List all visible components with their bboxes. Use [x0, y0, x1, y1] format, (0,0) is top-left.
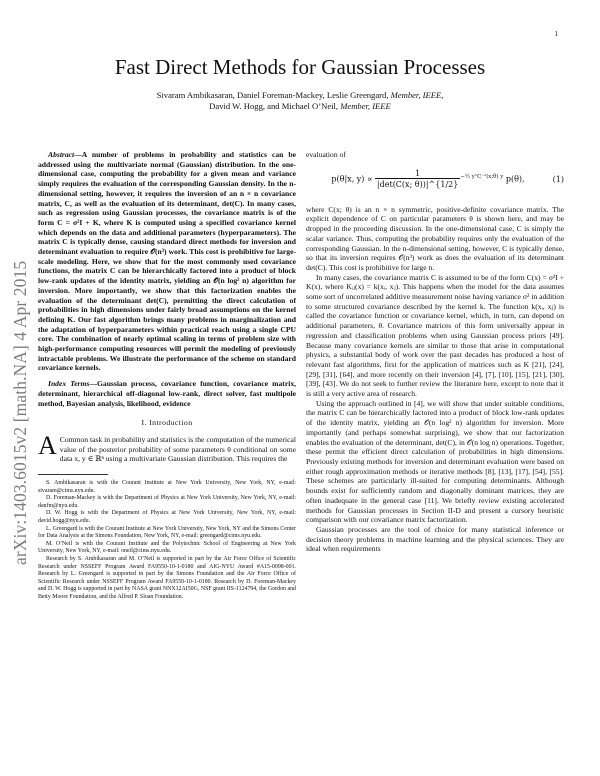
left-column — [38, 150, 296, 602]
footnote-funding: Research by S. Ambikasaran and M. O’Neil is supported in part by the Air Force Office of Scientific Research under NSSEFF Program Award FA9550-10-1-0180 and AIG-NYU Award #A15-0098-001. Research by L. Greengard is supported in part by the Simons Foundation and the Air Force Office of Scientific Research under NSSEFF Program Award FA9550-10-1-0180. Research by D. Foreman-Mackey and D. W. Hogg is supported in part by NASA grant NNX12AI50G, NSF grant IIS-1124794, the Gordon and Betty Moore Foundation, and the Alfred P. Sloan Foundation. — [38, 556, 296, 600]
footnote-ambikasaran: S. Ambikasaran is with the Courant Institute at New York University, New York, NY, e-mail: sivaram@cims.nyu.edu. — [38, 480, 296, 494]
introduction-paragraph — [38, 430, 296, 464]
equation-rest: p(θ), — [505, 174, 525, 184]
abstract — [38, 150, 296, 373]
equation-numerator: 1 — [375, 169, 460, 180]
body-paragraph-3: Using the approach outlined in [4], we will show that under suitable conditions, the matrix C can be hierarchically factored into a product of block low-rank updates of the identity matrix, yielding an 𝒪(n log² n) algorithm for inversion. More importantly (and perhaps somewhat surprising), we show that our factorization enables the evaluation of the determinant, det(C), in 𝒪(n log n) operations. Together, these permit the efficient direct calculation of probabilities in high dimensions. Previously existing methods for inversion and determinant evaluation were based on either rough approximation methods or iterative methods [8], [13], [17], [54], [55]. These schemes are particularly ill-suited for computing determinants. Although bounds exist for sufficiently random and diagonally dominant matrices, they are often inadequate in the general case [11]. We briefly review existing accelerated methods for Gaussian processes in Section II-D and present a cursory heuristic comparison with our covariance matrix factorization. — [306, 398, 564, 525]
abstract-text: —A number of problems in probability and statistics can be addressed using the multivariate normal (Gaussian) distribution. In the one-dimensional case, computing the probability for a given mean and variance simply requires the evaluation of the corresponding Gaussian density. In the n-dimensional setting, however, it requires the inversion of an n × n covariance matrix, C, as well as the evaluation of its determinant, det(C). In many cases, such as regression using Gaussian processes, the covariance matrix is of the form C = σ²I + K, where K is computed using a specified covariance kernel which depends on the data and additional parameters (hyperparameters). The matrix C is typically dense, causing standard direct methods for inversion and determinant evaluation to require 𝒪(n³) work. This cost is prohibitive for large-scale modeling. Here, we show that for the most commonly used covariance functions, the matrix C can be hierarchically factored into a product of block low-rank updates of the identity matrix, yielding an 𝒪(n log² n) algorithm for inversion. More importantly, we show that this factorization enables the evaluation of the determinant det(C), permitting the direct calculation of probabilities in high dimensions under fairly broad assumptions on the kernel defining K. Our fast algorithm brings many problems in marginalization and the adaptation of hyperparameters within practical reach using a single CPU core. The combination of nearly optimal scaling in terms of problem size with high-performance computing resources will permit the modeling of previously intractable problems. We illustrate the performance of the scheme on standard covariance kernels. — [38, 150, 296, 373]
right-column — [306, 150, 564, 554]
authors-line-1-affiliation: Member, IEEE, — [390, 90, 444, 100]
body-paragraph-1: where C(x; θ) is an n × n symmetric, positive-definite covariance matrix. The explicit dependence of C on particular parameters θ is shown here, and may be dropped in the proceeding discussion. In the one-dimensional case, C is simply the scalar variance. Thus, computing the probability requires only the evaluation of the corresponding Gaussian. In the n-dimensional setting, however, C is typically dense, so that its inversion requires 𝒪(n³) work as does the evaluation of its determinant det(C). This cost is prohibitive for large n. — [306, 204, 564, 272]
paper-title: Fast Direct Methods for Gaussian Processes — [114, 55, 486, 79]
section-heading-introduction: I. Introduction — [141, 418, 193, 428]
abstract-label: Abstract — [48, 150, 75, 159]
arxiv-identifier-stamp: arXiv:1403.6015v2 [math.NA] 4 Apr 2015 — [10, 260, 30, 565]
equation-fraction — [375, 169, 460, 190]
authors-line-1: Sivaram Ambikasaran, Daniel Foreman-Mackey, Leslie Greengard, — [156, 90, 389, 100]
index-terms-text: —Gaussian process, covariance function, covariance matrix, determinant, hierarchical off-diagonal low-rank, direct solver, fast multipole method, Bayesian analysis, likelihood, evidence — [38, 379, 297, 408]
footnote-oneil: M. O’Neil is with the Courant Institute and the Polytechnic School of Engineering at New York University, New York, NY, e-mail: oneil@cims.nyu.edu. — [38, 540, 296, 555]
equation-lead-in: evaluation of — [306, 150, 346, 159]
index-terms-label: Index Terms — [48, 379, 90, 389]
equation-exponent: −½ yᵀC⁻¹(x;θ) y — [460, 173, 504, 180]
equation-body — [312, 169, 544, 190]
equation-1 — [306, 163, 564, 201]
body-paragraph-4: Gaussian processes are the tool of choice for many statistical inference or decision theory problems in machine learning and the physical sciences. They are ideal when requirements — [306, 524, 564, 554]
author-list — [100, 90, 500, 113]
page-number: 1 — [554, 30, 558, 38]
drop-cap-letter: A — [38, 430, 57, 460]
footnote-foreman-mackey: D. Foreman-Mackey is with the Department of Physics at New York University, New York, NY, e-mail: danfm@nyu.edu. — [38, 495, 296, 509]
footnotes — [38, 480, 296, 602]
footnote-hogg: D. W. Hogg is with the Department of Physics at New York University, New York, NY, e-mail: david.hogg@nyu.edu. — [38, 510, 296, 525]
authors-line-2: David W. Hogg, and Michael O’Neil, — [209, 101, 339, 112]
footnote-divider — [38, 474, 108, 475]
index-terms — [38, 379, 296, 408]
authors-line-2-affiliation: Member, IEEE — [340, 101, 391, 112]
equation-denominator: |det(C(x; θ))|^{1/2} — [376, 180, 459, 190]
equation-lhs: p(θ|x, y) ∝ — [331, 174, 373, 184]
introduction-text: Common task in probability and statistics is the computation of the numerical value of the posterior probability of some parameters θ conditional on some data x, y ∈ ℝⁿ using a multivariate Gaussian distribution. This requires the — [59, 434, 296, 464]
footnote-greengard: L. Greengard is with the Courant Institute at New York University, New York, NY and the Simons Center for Data Analysis at the Simons Foundation, New York, NY, e-mail: greengard@cims.nyu.edu. — [38, 525, 296, 540]
equation-number: (1) — [552, 174, 564, 184]
body-paragraph-2: In many cases, the covariance matrix C is assumed to be of the form C(x) = σ²I + K(x), where Kᵢⱼ(x) = k(xᵢ, xⱼ). This happens when the model for the data assumes some sort of uncorrelated additive measurement noise having variance σ² in addition to some structured covariance described by the kernel k. The function k(xᵢ, xⱼ) is called the covariance function or covariance kernel, which, in turn, can depend on additional parameters, θ. Covariance matrices of this form universally appear in regression and classification problems when using Gaussian process priors [49]. Because many covariance kernels are similar to those that arise in computational physics, a substantial body of work over the past decades has produced a host of relevant fast algorithms, first for the application of matrices such as K [21], [24], [29], [31], [64], and more recently on their inversion [4], [7], [10], [15], [21], [30], [39], [43]. We do not seek to further review the literature here, except to note that it is still a very active area of research. — [306, 272, 564, 399]
